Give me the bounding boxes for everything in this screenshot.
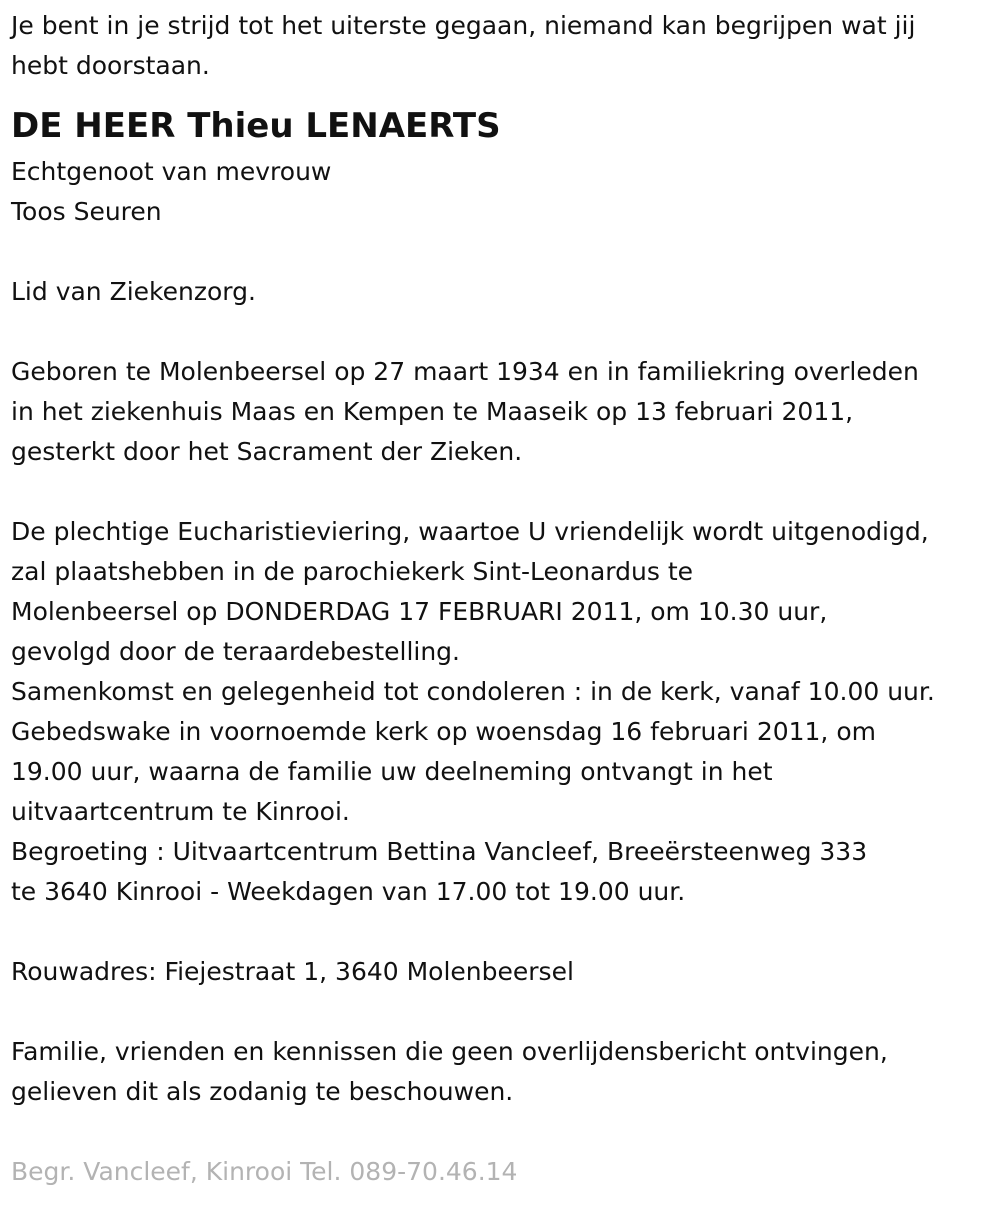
- spouse-line: Toos Seuren: [11, 197, 162, 226]
- spacer: [11, 312, 990, 352]
- ceremony-line: Samenkomst en gelegenheid tot condoleren : in de kerk, vanaf 10.00 uur.: [11, 677, 935, 706]
- ceremony-line: De plechtige Eucharistieviering, waartoe U vriendelijk wordt uitgenodigd,: [11, 517, 929, 546]
- birth-death-paragraph: [11, 352, 990, 472]
- ceremony-line: uitvaartcentrum te Kinrooi.: [11, 797, 350, 826]
- ceremony-line: te 3640 Kinrooi - Weekdagen van 17.00 tot 19.00 uur.: [11, 877, 686, 906]
- intro-quote: [11, 6, 990, 86]
- mourning-address: Rouwadres: Fiejestraat 1, 3640 Molenbeersel: [11, 957, 574, 986]
- notice-paragraph: [11, 1032, 990, 1112]
- funeral-director-footer: Begr. Vancleef, Kinrooi Tel. 089-70.46.14: [11, 1157, 518, 1186]
- deceased-name-title: DE HEER Thieu LENAERTS: [11, 106, 501, 146]
- spouse-line: Echtgenoot van mevrouw: [11, 157, 332, 186]
- birth-death-line: in het ziekenhuis Maas en Kempen te Maaseik op 13 februari 2011,: [11, 397, 854, 426]
- spacer: [11, 232, 990, 272]
- ceremony-line: zal plaatshebben in de parochiekerk Sint-Leonardus te: [11, 557, 694, 586]
- birth-death-line: Geboren te Molenbeersel op 27 maart 1934 en in familiekring overleden: [11, 357, 919, 386]
- ceremony-line: Gebedswake in voornoemde kerk op woensdag 16 februari 2011, om: [11, 717, 876, 746]
- intro-line: Je bent in je strijd tot het uiterste gegaan, niemand kan begrijpen wat jij: [11, 11, 916, 40]
- ceremony-line: gevolgd door de teraardebestelling.: [11, 637, 460, 666]
- ceremony-paragraph: [11, 512, 990, 912]
- birth-death-line: gesterkt door het Sacrament der Zieken.: [11, 437, 523, 466]
- spacer: [11, 472, 990, 512]
- ceremony-line: Begroeting : Uitvaartcentrum Bettina Vancleef, Breeërsteenweg 333: [11, 837, 868, 866]
- intro-line: hebt doorstaan.: [11, 51, 210, 80]
- ceremony-line: 19.00 uur, waarna de familie uw deelneming ontvangt in het: [11, 757, 773, 786]
- membership-text: Lid van Ziekenzorg.: [11, 277, 256, 306]
- spacer: [11, 1112, 990, 1152]
- notice-line: gelieven dit als zodanig te beschouwen.: [11, 1077, 514, 1106]
- spacer: [11, 912, 990, 952]
- spouse-block: [11, 152, 990, 232]
- notice-line: Familie, vrienden en kennissen die geen overlijdensbericht ontvingen,: [11, 1037, 888, 1066]
- ceremony-line: Molenbeersel op DONDERDAG 17 FEBRUARI 2011, om 10.30 uur,: [11, 597, 828, 626]
- spacer: [11, 992, 990, 1032]
